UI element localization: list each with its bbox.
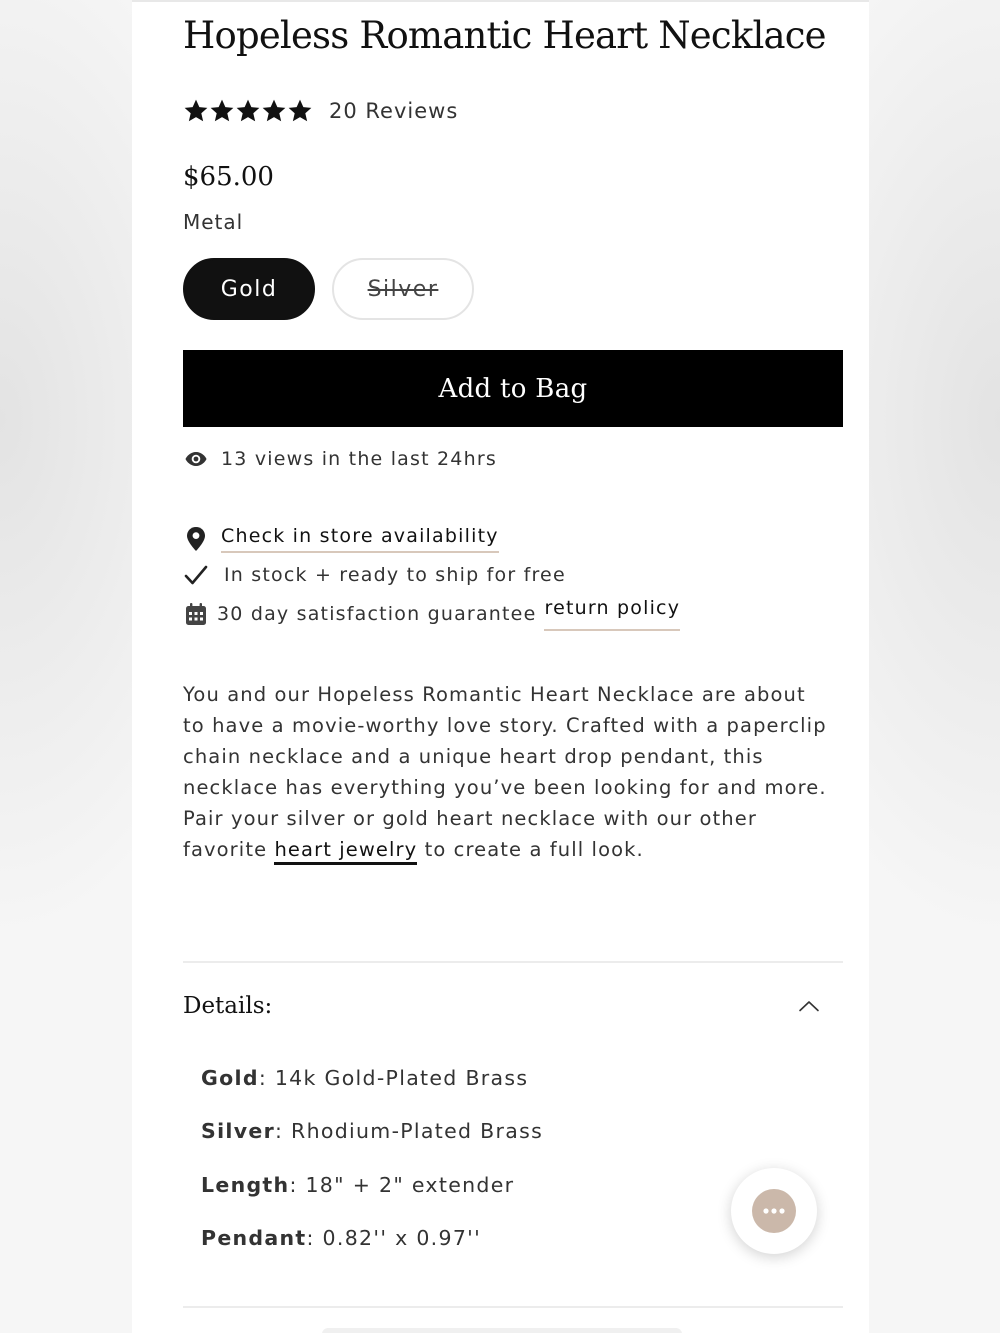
chevron-up-icon	[797, 994, 821, 1018]
detail-value: : 0.82'' x 0.97''	[306, 1226, 482, 1250]
check-store-availability-link[interactable]: Check in store availability	[221, 525, 499, 553]
detail-item	[201, 1173, 514, 1197]
star-icon	[287, 98, 313, 124]
check-icon	[183, 562, 209, 588]
detail-key: Length	[201, 1173, 290, 1197]
detail-item	[201, 1066, 528, 1090]
details-divider-bottom	[183, 1306, 843, 1308]
detail-value: : Rhodium-Plated Brass	[275, 1119, 544, 1143]
details-divider-top	[183, 961, 843, 963]
heart-jewelry-link[interactable]: heart jewelry	[274, 838, 417, 865]
metal-option-silver[interactable]: Silver	[332, 258, 474, 320]
description-text: You and our Hopeless Romantic Heart Necklace are about to have a movie-worthy love story. Crafted with a paperclip chain necklace and a unique heart drop pendant, this necklace has everything you’ve been looking for and more. Pair your silver or gold heart necklace with our other favorite	[183, 683, 827, 861]
detail-value: : 18" + 2" extender	[289, 1173, 515, 1197]
product-price: $65.00	[183, 162, 274, 192]
details-accordion-toggle[interactable]	[183, 986, 843, 1026]
detail-value: : 14k Gold-Plated Brass	[258, 1066, 529, 1090]
store-availability-row	[183, 525, 499, 553]
chat-button[interactable]	[731, 1168, 817, 1254]
views-text: 13 views in the last 24hrs	[221, 448, 497, 470]
star-icon	[261, 98, 287, 124]
star-icon	[183, 98, 209, 124]
metal-option-gold[interactable]: Gold	[183, 258, 315, 320]
chat-bubble-icon	[752, 1189, 796, 1233]
return-policy-link[interactable]: return policy	[544, 597, 680, 631]
top-divider	[132, 0, 869, 2]
metal-option-label: Metal	[183, 210, 244, 234]
add-to-bag-button[interactable]: Add to Bag	[183, 350, 843, 427]
product-description	[183, 679, 833, 865]
stock-status-text: In stock + ready to ship for free	[224, 564, 566, 586]
stock-status-row	[183, 562, 566, 588]
reviews-link[interactable]: 20 Reviews	[329, 99, 459, 123]
star-rating	[183, 98, 313, 124]
star-icon	[209, 98, 235, 124]
rating-row[interactable]	[183, 94, 458, 128]
next-section-edge	[322, 1328, 682, 1333]
calendar-icon	[183, 601, 209, 627]
detail-item	[201, 1226, 481, 1250]
guarantee-row	[183, 597, 680, 631]
star-icon	[235, 98, 261, 124]
product-panel	[132, 0, 869, 1333]
eye-icon	[183, 446, 209, 472]
description-text-end: to create a full look.	[417, 838, 644, 861]
product-title: Hopeless Romantic Heart Necklace	[183, 14, 826, 57]
details-title: Details:	[183, 993, 273, 1019]
map-pin-icon	[183, 526, 209, 552]
detail-item	[201, 1119, 543, 1143]
detail-key: Silver	[201, 1119, 275, 1143]
guarantee-text: 30 day satisfaction guarantee	[217, 603, 537, 625]
detail-key: Gold	[201, 1066, 259, 1090]
detail-key: Pendant	[201, 1226, 307, 1250]
recent-views	[183, 446, 497, 472]
